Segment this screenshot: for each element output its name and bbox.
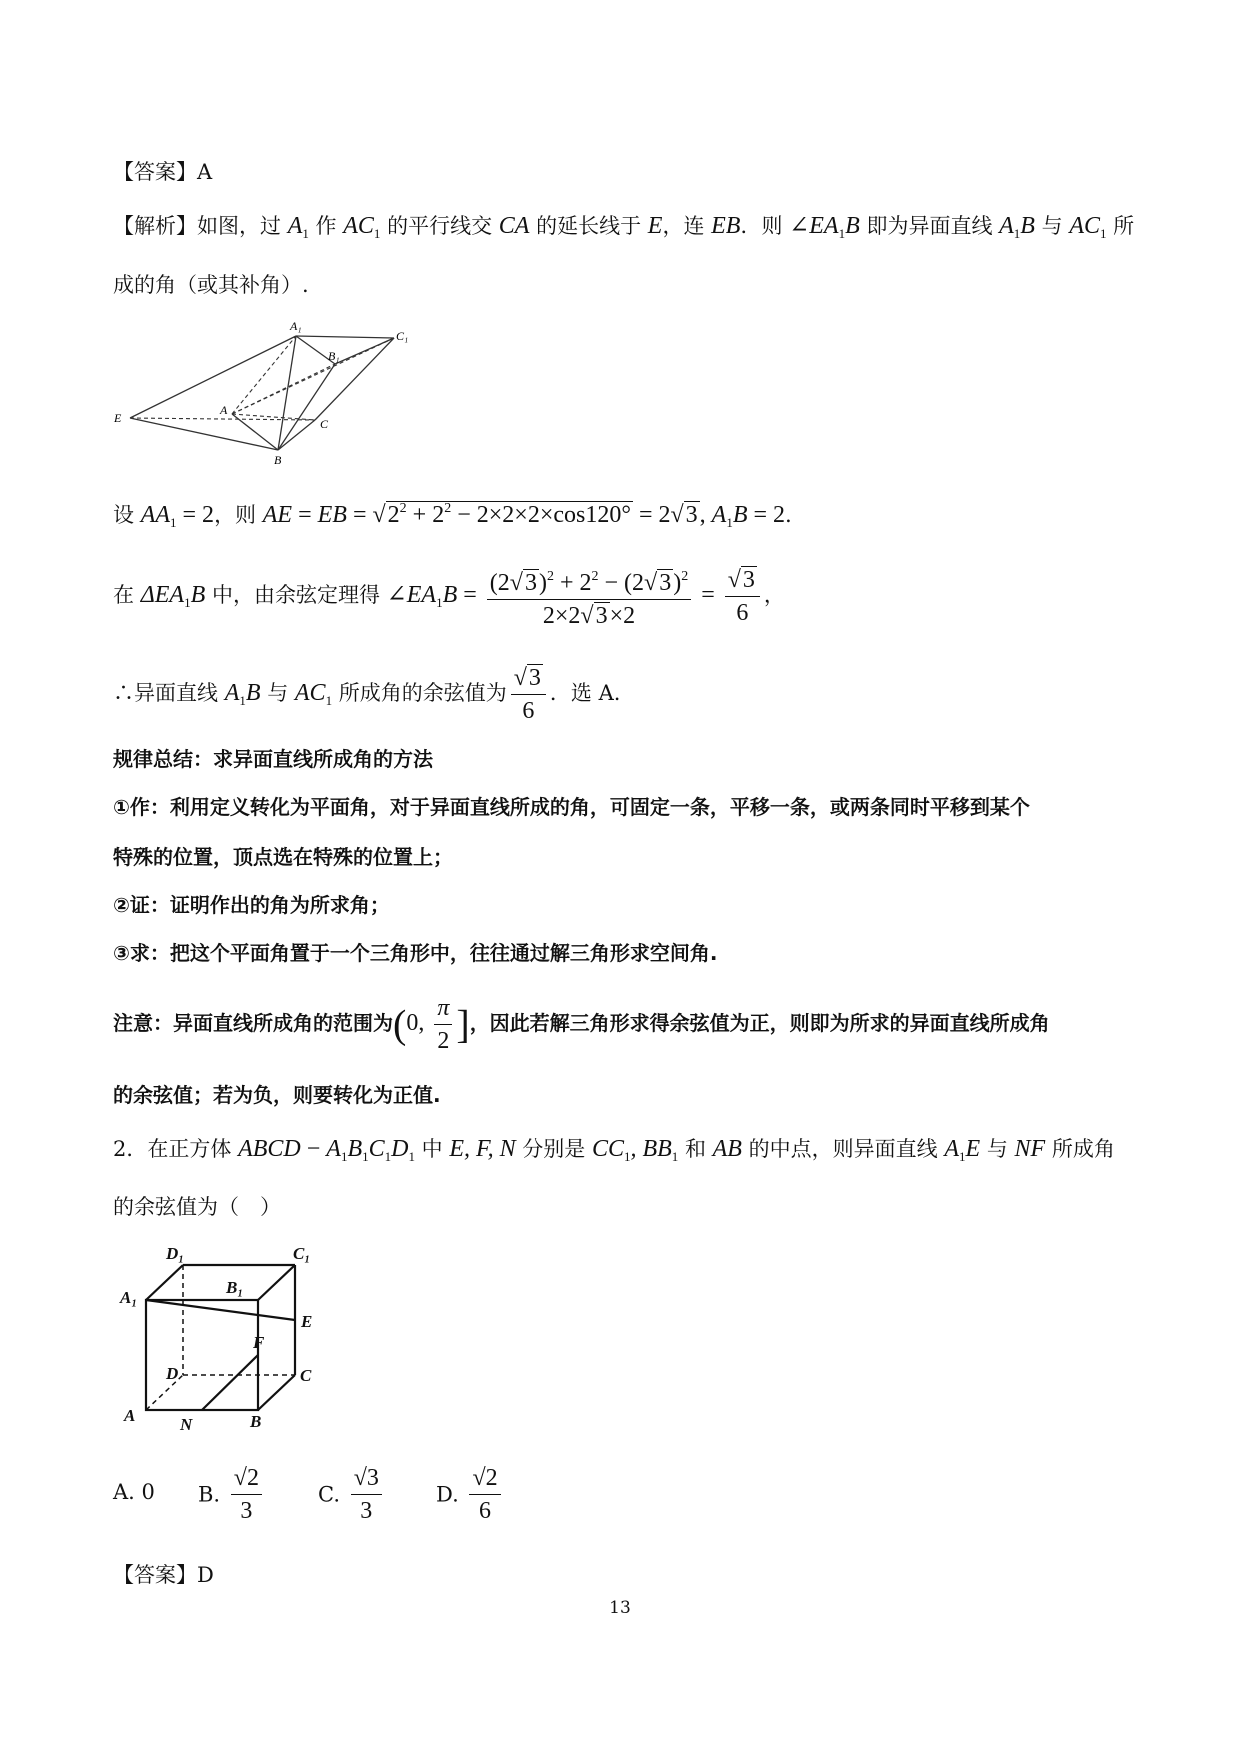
question-2-line-2: 的余弦值为（ ）: [113, 1195, 281, 1219]
page-number: 13: [609, 1598, 631, 1618]
label-A: A: [124, 1406, 136, 1425]
cosine-fraction: $\frac{(2√3)^2 + 2^2 - (2√3)^2}{2\times 2√3\times 2}$: [487, 561, 691, 632]
analysis-line-2: 成的角（或其补角）.: [113, 273, 309, 297]
summary-item-1-line-1: ①作：利用定义转化为平面角，对于异面直线所成的角，可固定一条，平移一条，或两条同时平移到某个: [113, 795, 1030, 819]
label-B1: B₁: [226, 1278, 244, 1297]
option-a[interactable]: A. 0: [113, 1480, 155, 1504]
answer-1: 【答案】A: [113, 160, 213, 184]
question-2-line-1: 2．在正方体 ABCD − $A_1B_1C_1D_1$ 中 E, F, N 分别是 $CC_1$, $BB_1$ 和 AB 的中点，则异面直线 $A_1E$ 与 NF 所成角: [113, 1136, 1115, 1164]
label-D: D: [166, 1364, 179, 1383]
calc-line-1: 设 $AA_1 = 2$，则 AE = EB = $√2^2 + 2^2 - 2\times 2\times 2\times\cos 120^\circ = 2√3$, $A_1B = 2$．: [113, 501, 807, 530]
figure-cube: [118, 1245, 358, 1435]
label-E: E: [114, 411, 122, 425]
answer-2: 【答案】D: [113, 1563, 214, 1587]
label-B: B: [274, 453, 282, 467]
calc-line-2: 在 $\Delta EA_1B$ 中，由余弦定理得 $\angle EA_1B$ = $\frac{(2√3)^2 + 2^2 - (2√3)^2}{2\times 2√3\times 2}$ = $\frac{√3}{6}$ ，: [113, 560, 785, 638]
summary-note-line-1: 注意：异面直线所成角的范围为(0, $\frac{\pi}{2}$ ]，因此若解三角形求得余弦值为正，则即为所求的异面直线所成角: [113, 990, 1050, 1058]
summary-note-line-2: 的余弦值；若为负，则要转化为正值.: [113, 1083, 441, 1107]
label-A1: A₁: [120, 1288, 138, 1307]
option-c[interactable]: C. $\frac{√3}{3}$: [318, 1462, 386, 1527]
summary-item-3: ③求：把这个平面角置于一个三角形中，往往通过解三角形求空间角.: [113, 941, 718, 965]
summary-title: 规律总结：求异面直线所成角的方法: [113, 747, 433, 771]
label-E: E: [301, 1312, 313, 1331]
label-A: A: [220, 403, 228, 417]
label-A1: A₁: [290, 319, 302, 333]
label-B1: B₁: [328, 349, 340, 363]
label-C: C: [320, 417, 329, 431]
label-B: B: [250, 1412, 262, 1431]
option-d[interactable]: D. $\frac{√2}{6}$: [436, 1462, 505, 1527]
analysis-line-1: 【解析】如图，过 $A_1$ 作 $AC_1$ 的平行线交 CA 的延长线于 E，连 EB．则 $\angle EA_1B$ 即为异面直线 $A_1B$ 与 $AC_1$ 所: [113, 213, 1135, 241]
summary-item-1-line-2: 特殊的位置，顶点选在特殊的位置上；: [113, 845, 453, 869]
label-F: F: [253, 1333, 265, 1352]
figure-prism: [110, 318, 420, 468]
label-C: C: [300, 1366, 312, 1385]
label-N: N: [180, 1415, 193, 1434]
label-C1: C₁: [293, 1245, 311, 1263]
label-C1: C₁: [396, 329, 409, 343]
option-b[interactable]: B. $\frac{√2}{3}$: [198, 1462, 266, 1527]
calc-line-3: ∴异面直线 $A_1B$ 与 $AC_1$ 所成角的余弦值为 $\frac{√3}{6}$ ．选 A.: [113, 658, 620, 736]
label-D1: D₁: [166, 1245, 185, 1263]
summary-item-2: ②证：证明作出的角为所求角；: [113, 893, 390, 917]
